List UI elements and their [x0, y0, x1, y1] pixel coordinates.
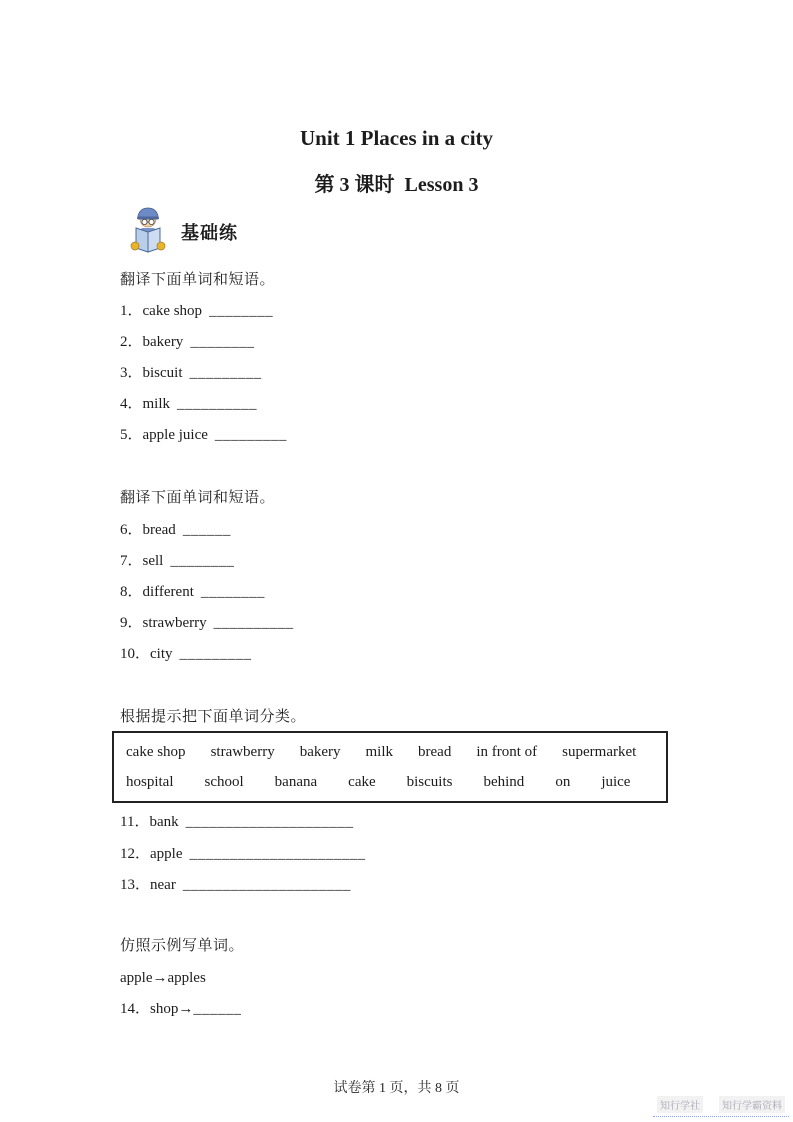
answer-blank: ________	[190, 334, 255, 350]
item-label: 10．city	[120, 646, 173, 662]
item-label: 8．different	[120, 584, 194, 600]
word-bank-word: banana	[274, 774, 318, 790]
answer-blank: ______________________	[189, 846, 366, 862]
instruction-translate-2: 翻译下面单词和短语。	[120, 490, 276, 506]
watermark-text-2: 知行学霸资料	[719, 1096, 785, 1113]
word-bank-word: behind	[483, 774, 525, 790]
word-bank-word: cake	[348, 774, 376, 790]
section-badge	[128, 204, 238, 259]
answer-blank: _____________________	[182, 877, 351, 893]
item-label: 7．sell	[120, 553, 164, 569]
item-label: 13．near	[120, 877, 176, 893]
worksheet-item-2	[120, 333, 254, 352]
instruction-wordform: 仿照示例写单词。	[120, 938, 245, 954]
word-bank-word: cake shop	[126, 744, 186, 760]
answer-blank: __________	[213, 615, 294, 631]
answer-blank: ________	[200, 584, 265, 600]
word-bank-word: on	[555, 774, 571, 790]
page-subtitle: 第 3 课时 Lesson 3	[314, 174, 479, 196]
page-title: Unit 1 Places in a city	[299, 126, 494, 150]
answer-blank: ______	[193, 1001, 242, 1017]
item-label: 11．bank	[120, 814, 179, 830]
page-footer: 试卷第 1 页，共 8 页	[333, 1081, 460, 1096]
word-bank-row-2	[126, 774, 666, 791]
watermark-text-1: 知行学社	[657, 1096, 703, 1113]
item-label: 1．cake shop	[120, 303, 203, 319]
answer-blank: ______	[182, 522, 231, 538]
word-bank-word: bakery	[299, 744, 341, 760]
word-bank-word: hospital	[126, 774, 174, 790]
word-bank-word: supermarket	[562, 744, 637, 760]
reading-student-icon	[128, 204, 168, 259]
worksheet-item-10	[120, 645, 252, 664]
word-bank-word: milk	[365, 744, 394, 760]
word-bank-word: strawberry	[210, 744, 275, 760]
word-bank-row-1	[126, 744, 666, 761]
word-bank-word: school	[204, 774, 244, 790]
item-label: 4．milk	[120, 396, 171, 412]
word-bank-word: in front of	[476, 744, 538, 760]
worksheet-item-4	[120, 395, 257, 414]
word-bank-word: biscuits	[406, 774, 453, 790]
item-label: 14．shop→	[120, 1001, 194, 1017]
instruction-classify: 根据提示把下面单词分类。	[120, 709, 307, 725]
item-label: 2．bakery	[120, 334, 184, 350]
answer-blank: __________	[177, 396, 258, 412]
worksheet-item-6	[120, 521, 231, 540]
answer-blank: _________	[214, 427, 287, 443]
worksheet-item-1	[120, 302, 273, 321]
worksheet-item-5	[120, 426, 287, 445]
worksheet-item-7	[120, 552, 234, 571]
worksheet-item-9	[120, 614, 294, 633]
worksheet-item-13	[120, 876, 351, 895]
worksheet-item-14	[120, 1000, 241, 1019]
item-label: 12．apple	[120, 846, 183, 862]
worksheet-item-11	[120, 813, 354, 832]
answer-blank: ________	[170, 553, 235, 569]
worksheet-item-8	[120, 583, 265, 602]
answer-blank: ________	[209, 303, 274, 319]
worksheet-item-3	[120, 364, 262, 383]
item-label: 6．bread	[120, 522, 176, 538]
word-bank-word: bread	[418, 744, 452, 760]
badge-label: 基础练	[181, 222, 238, 243]
word-bank-box	[112, 731, 668, 803]
answer-blank: _____________________	[185, 814, 354, 830]
answer-blank: _________	[179, 646, 252, 662]
answer-blank: _________	[189, 365, 262, 381]
item-label: 3．biscuit	[120, 365, 183, 381]
watermark	[653, 1094, 789, 1117]
item-label: 9．strawberry	[120, 615, 207, 631]
wordform-example: apple→apples	[120, 970, 206, 986]
word-bank-word: juice	[601, 774, 631, 790]
worksheet-item-12	[120, 845, 365, 864]
instruction-translate-1: 翻译下面单词和短语。	[120, 272, 276, 288]
item-label: 5．apple juice	[120, 427, 208, 443]
